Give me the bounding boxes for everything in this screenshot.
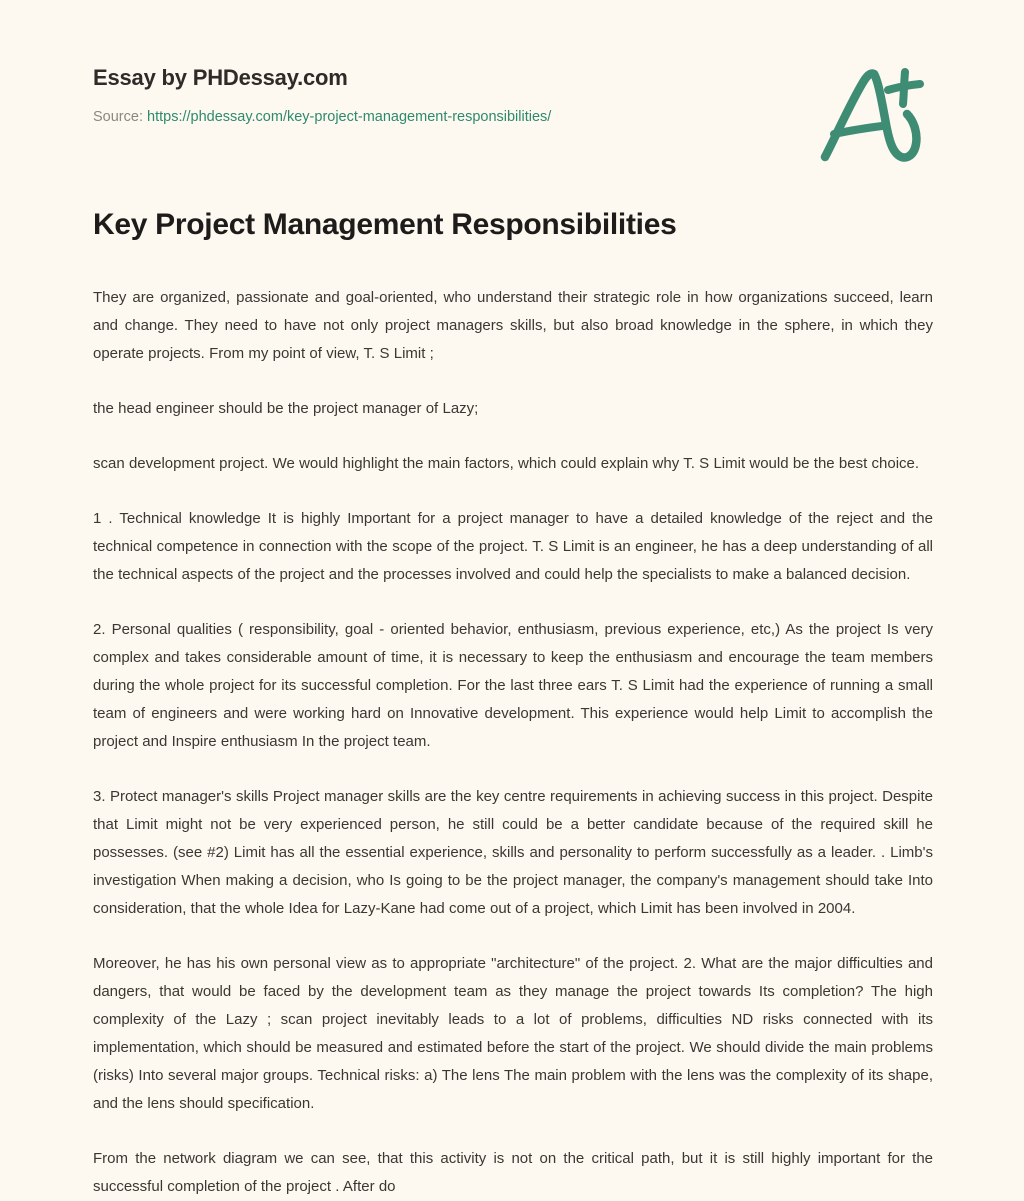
a-plus-logo-icon <box>812 62 930 170</box>
paragraph: 1 . Technical knowledge It is highly Important for a project manager to have a detailed knowledge of the reject and the technical competence in connection with the scope of the project. T. S Limit is an engineer, he has a deep understanding of all the technical aspects of the project and the processes involved and could help the specialists to make a balanced decision. <box>93 509 933 583</box>
paragraph: Moreover, he has his own personal view as to appropriate "architecture" of the project. 2. What are the major difficulties and dangers, that would be faced by the development team as they manage the project towards Its completion? The high complexity of the Lazy ; scan project inevitably leads to a lot of problems, difficulties ND risks connected with its implementation, which should be measured and estimated before the start of the project. We should divide the main problems (risks) Into several major groups. Technical risks: a) The lens The main problem with the lens was the complexity of its shape, and the lens should specification. <box>93 954 933 1112</box>
brand-title: Essay by PHDessay.com <box>93 65 348 90</box>
paragraph: 2. Personal qualities ( responsibility, goal - oriented behavior, enthusiasm, previous experience, etc,) As the project Is very complex and takes considerable amount of time, it is necessary to keep the enthusiasm and encourage the team members during the whole project for its successful completion. For the last three ears T. S Limit had the experience of running a small team of engineers and were working hard on Innovative development. This experience would help Limit to accomplish the project and Inspire enthusiasm In the project team. <box>93 620 933 750</box>
page-title: Key Project Management Responsibilities <box>93 208 677 241</box>
paragraph: the head engineer should be the project manager of Lazy; <box>93 399 479 417</box>
article-body <box>93 284 933 1201</box>
document-header <box>93 64 933 126</box>
article-container <box>93 206 933 1201</box>
a-plus-logo-glyph <box>812 62 930 170</box>
source-url-link[interactable]: https://phdessay.com/key-project-management-responsibilities/ <box>147 108 552 125</box>
paragraph: scan development project. We would highlight the main factors, which could explain why T. S Limit would be the best choice. <box>93 454 920 472</box>
source-label: Source: <box>93 108 143 125</box>
paragraph: They are organized, passionate and goal-oriented, who understand their strategic role in how organizations succeed, learn and change. They need to have not only project managers skills, but also broad knowledge in the sphere, in which they operate projects. From my point of view, T. S Limit ; <box>93 288 933 362</box>
source-line <box>93 108 933 127</box>
paragraph: From the network diagram we can see, that this activity is not on the critical path, but it is still highly important for the successful completion of the project . After do <box>93 1149 933 1195</box>
paragraph: 3. Protect manager's skills Project manager skills are the key centre requirements in achieving success in this project. Despite that Limit might not be very experienced person, he still could be a better candidate because of the required skill he possesses. (see #2) Limit has all the essential experience, skills and personality to perform successfully as a leader. . Limb's investigation When making a decision, who Is going to be the project manager, the company's management should take Into consideration, that the whole Idea for Lazy-Kane had come out of a project, which Limit has been involved in 2004. <box>93 787 933 917</box>
